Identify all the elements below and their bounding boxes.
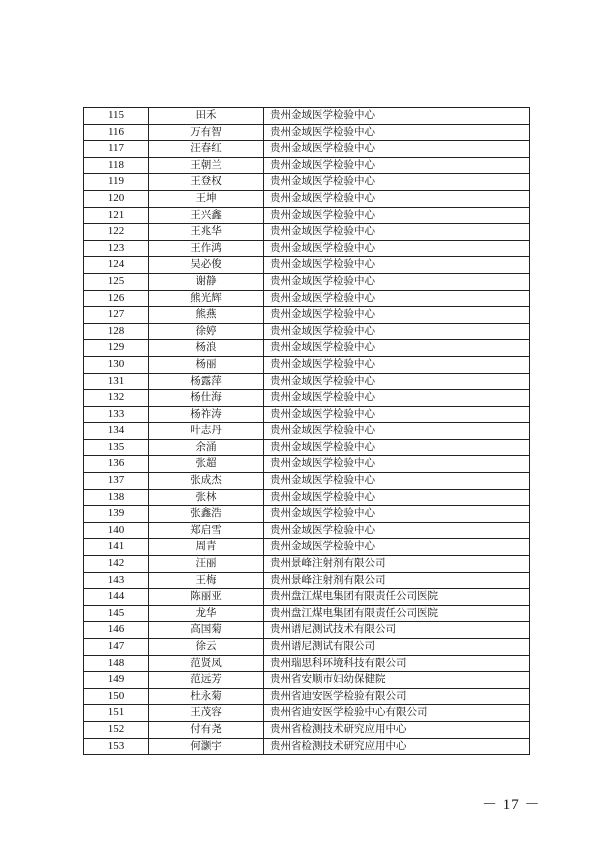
organization-cell: 贵州金域医学检验中心 bbox=[264, 307, 530, 324]
row-number-cell: 144 bbox=[84, 589, 149, 606]
table-row bbox=[84, 705, 530, 722]
row-number-cell: 139 bbox=[84, 506, 149, 523]
table-row bbox=[84, 589, 530, 606]
person-name-cell: 王兆华 bbox=[149, 224, 264, 241]
person-name-cell: 汪春红 bbox=[149, 141, 264, 158]
organization-cell: 贵州金域医学检验中心 bbox=[264, 340, 530, 357]
organization-cell: 贵州金域医学检验中心 bbox=[264, 423, 530, 440]
organization-cell: 贵州瑞思科环境科技有限公司 bbox=[264, 655, 530, 672]
person-name-cell: 付有尧 bbox=[149, 721, 264, 738]
organization-cell: 贵州金域医学检验中心 bbox=[264, 406, 530, 423]
table-row bbox=[84, 307, 530, 324]
organization-cell: 贵州省检测技术研究应用中心 bbox=[264, 738, 530, 755]
row-number-cell: 148 bbox=[84, 655, 149, 672]
table-row bbox=[84, 108, 530, 125]
row-number-cell: 126 bbox=[84, 290, 149, 307]
organization-cell: 贵州景峰注射剂有限公司 bbox=[264, 572, 530, 589]
organization-cell: 贵州省安顺市妇幼保健院 bbox=[264, 672, 530, 689]
person-name-cell: 汪丽 bbox=[149, 556, 264, 573]
table-row bbox=[84, 439, 530, 456]
table-row bbox=[84, 672, 530, 689]
person-name-cell: 王作鸿 bbox=[149, 240, 264, 257]
organization-cell: 贵州金域医学检验中心 bbox=[264, 224, 530, 241]
table-row bbox=[84, 655, 530, 672]
row-number-cell: 125 bbox=[84, 273, 149, 290]
personnel-table bbox=[83, 107, 530, 755]
table-row bbox=[84, 257, 530, 274]
organization-cell: 贵州省检测技术研究应用中心 bbox=[264, 721, 530, 738]
row-number-cell: 142 bbox=[84, 556, 149, 573]
organization-cell: 贵州金域医学检验中心 bbox=[264, 141, 530, 158]
row-number-cell: 127 bbox=[84, 307, 149, 324]
table-row bbox=[84, 224, 530, 241]
organization-cell: 贵州金域医学检验中心 bbox=[264, 273, 530, 290]
row-number-cell: 130 bbox=[84, 356, 149, 373]
table-row bbox=[84, 539, 530, 556]
person-name-cell: 何灏宇 bbox=[149, 738, 264, 755]
organization-cell: 贵州金域医学检验中心 bbox=[264, 373, 530, 390]
table-row bbox=[84, 506, 530, 523]
row-number-cell: 151 bbox=[84, 705, 149, 722]
organization-cell: 贵州金域医学检验中心 bbox=[264, 506, 530, 523]
organization-cell: 贵州金域医学检验中心 bbox=[264, 174, 530, 191]
row-number-cell: 119 bbox=[84, 174, 149, 191]
person-name-cell: 张鑫浩 bbox=[149, 506, 264, 523]
person-name-cell: 王兴鑫 bbox=[149, 207, 264, 224]
row-number-cell: 143 bbox=[84, 572, 149, 589]
table-row bbox=[84, 721, 530, 738]
row-number-cell: 118 bbox=[84, 157, 149, 174]
table-row bbox=[84, 290, 530, 307]
table-row bbox=[84, 174, 530, 191]
row-number-cell: 147 bbox=[84, 639, 149, 656]
person-name-cell: 王登权 bbox=[149, 174, 264, 191]
organization-cell: 贵州金域医学检验中心 bbox=[264, 207, 530, 224]
person-name-cell: 杨浪 bbox=[149, 340, 264, 357]
row-number-cell: 120 bbox=[84, 190, 149, 207]
organization-cell: 贵州金域医学检验中心 bbox=[264, 439, 530, 456]
person-name-cell: 龙华 bbox=[149, 605, 264, 622]
table-row bbox=[84, 124, 530, 141]
person-name-cell: 谢静 bbox=[149, 273, 264, 290]
row-number-cell: 137 bbox=[84, 473, 149, 490]
row-number-cell: 146 bbox=[84, 622, 149, 639]
person-name-cell: 杨祚涛 bbox=[149, 406, 264, 423]
person-name-cell: 王梅 bbox=[149, 572, 264, 589]
organization-cell: 贵州金域医学检验中心 bbox=[264, 257, 530, 274]
person-name-cell: 田禾 bbox=[149, 108, 264, 125]
organization-cell: 贵州盘江煤电集团有限责任公司医院 bbox=[264, 605, 530, 622]
organization-cell: 贵州谱尼测试有限公司 bbox=[264, 639, 530, 656]
table-row bbox=[84, 157, 530, 174]
organization-cell: 贵州金域医学检验中心 bbox=[264, 456, 530, 473]
organization-cell: 贵州盘江煤电集团有限责任公司医院 bbox=[264, 589, 530, 606]
table-row bbox=[84, 639, 530, 656]
person-name-cell: 王茂容 bbox=[149, 705, 264, 722]
table-row bbox=[84, 522, 530, 539]
row-number-cell: 129 bbox=[84, 340, 149, 357]
organization-cell: 贵州金域医学检验中心 bbox=[264, 390, 530, 407]
table-row bbox=[84, 688, 530, 705]
person-name-cell: 范贤凤 bbox=[149, 655, 264, 672]
organization-cell: 贵州金域医学检验中心 bbox=[264, 108, 530, 125]
table-row bbox=[84, 456, 530, 473]
person-name-cell: 周青 bbox=[149, 539, 264, 556]
table-row bbox=[84, 323, 530, 340]
table-row bbox=[84, 141, 530, 158]
organization-cell: 贵州金域医学检验中心 bbox=[264, 290, 530, 307]
table-row bbox=[84, 240, 530, 257]
organization-cell: 贵州金域医学检验中心 bbox=[264, 356, 530, 373]
row-number-cell: 117 bbox=[84, 141, 149, 158]
person-name-cell: 吴必俊 bbox=[149, 257, 264, 274]
row-number-cell: 135 bbox=[84, 439, 149, 456]
row-number-cell: 150 bbox=[84, 688, 149, 705]
row-number-cell: 128 bbox=[84, 323, 149, 340]
organization-cell: 贵州景峰注射剂有限公司 bbox=[264, 556, 530, 573]
table-row bbox=[84, 207, 530, 224]
table-row bbox=[84, 406, 530, 423]
person-name-cell: 张超 bbox=[149, 456, 264, 473]
person-name-cell: 熊光辉 bbox=[149, 290, 264, 307]
organization-cell: 贵州省迪安医学检验中心有限公司 bbox=[264, 705, 530, 722]
person-name-cell: 叶志丹 bbox=[149, 423, 264, 440]
organization-cell: 贵州金域医学检验中心 bbox=[264, 489, 530, 506]
organization-cell: 贵州金域医学检验中心 bbox=[264, 240, 530, 257]
table-row bbox=[84, 356, 530, 373]
person-name-cell: 王朝兰 bbox=[149, 157, 264, 174]
row-number-cell: 149 bbox=[84, 672, 149, 689]
row-number-cell: 136 bbox=[84, 456, 149, 473]
table-row bbox=[84, 190, 530, 207]
table-row bbox=[84, 473, 530, 490]
row-number-cell: 116 bbox=[84, 124, 149, 141]
row-number-cell: 133 bbox=[84, 406, 149, 423]
organization-cell: 贵州金域医学检验中心 bbox=[264, 323, 530, 340]
person-name-cell: 张成杰 bbox=[149, 473, 264, 490]
person-name-cell: 余涌 bbox=[149, 439, 264, 456]
person-name-cell: 杨丽 bbox=[149, 356, 264, 373]
organization-cell: 贵州金域医学检验中心 bbox=[264, 124, 530, 141]
person-name-cell: 陈丽亚 bbox=[149, 589, 264, 606]
row-number-cell: 140 bbox=[84, 522, 149, 539]
row-number-cell: 145 bbox=[84, 605, 149, 622]
person-name-cell: 徐婷 bbox=[149, 323, 264, 340]
person-name-cell: 杨露萍 bbox=[149, 373, 264, 390]
organization-cell: 贵州金域医学检验中心 bbox=[264, 539, 530, 556]
table-row bbox=[84, 622, 530, 639]
row-number-cell: 138 bbox=[84, 489, 149, 506]
person-name-cell: 徐云 bbox=[149, 639, 264, 656]
row-number-cell: 134 bbox=[84, 423, 149, 440]
organization-cell: 贵州金域医学检验中心 bbox=[264, 157, 530, 174]
row-number-cell: 122 bbox=[84, 224, 149, 241]
table-row bbox=[84, 489, 530, 506]
row-number-cell: 131 bbox=[84, 373, 149, 390]
table-row bbox=[84, 390, 530, 407]
person-name-cell: 万有智 bbox=[149, 124, 264, 141]
table-row bbox=[84, 373, 530, 390]
table-row bbox=[84, 572, 530, 589]
person-name-cell: 范远芳 bbox=[149, 672, 264, 689]
person-name-cell: 高国菊 bbox=[149, 622, 264, 639]
row-number-cell: 141 bbox=[84, 539, 149, 556]
table-body bbox=[84, 108, 530, 755]
table-row bbox=[84, 738, 530, 755]
table-row bbox=[84, 273, 530, 290]
organization-cell: 贵州金域医学检验中心 bbox=[264, 473, 530, 490]
table-row bbox=[84, 423, 530, 440]
table-row bbox=[84, 605, 530, 622]
row-number-cell: 153 bbox=[84, 738, 149, 755]
organization-cell: 贵州金域医学检验中心 bbox=[264, 190, 530, 207]
person-name-cell: 杜永菊 bbox=[149, 688, 264, 705]
person-name-cell: 王坤 bbox=[149, 190, 264, 207]
table-row bbox=[84, 556, 530, 573]
person-name-cell: 郑启雪 bbox=[149, 522, 264, 539]
person-name-cell: 张林 bbox=[149, 489, 264, 506]
page-number: － 17 － bbox=[482, 797, 541, 813]
person-name-cell: 熊燕 bbox=[149, 307, 264, 324]
row-number-cell: 115 bbox=[84, 108, 149, 125]
row-number-cell: 121 bbox=[84, 207, 149, 224]
row-number-cell: 123 bbox=[84, 240, 149, 257]
row-number-cell: 132 bbox=[84, 390, 149, 407]
organization-cell: 贵州谱尼测试技术有限公司 bbox=[264, 622, 530, 639]
row-number-cell: 152 bbox=[84, 721, 149, 738]
table-row bbox=[84, 340, 530, 357]
person-name-cell: 杨仕海 bbox=[149, 390, 264, 407]
organization-cell: 贵州省迪安医学检验有限公司 bbox=[264, 688, 530, 705]
row-number-cell: 124 bbox=[84, 257, 149, 274]
organization-cell: 贵州金域医学检验中心 bbox=[264, 522, 530, 539]
